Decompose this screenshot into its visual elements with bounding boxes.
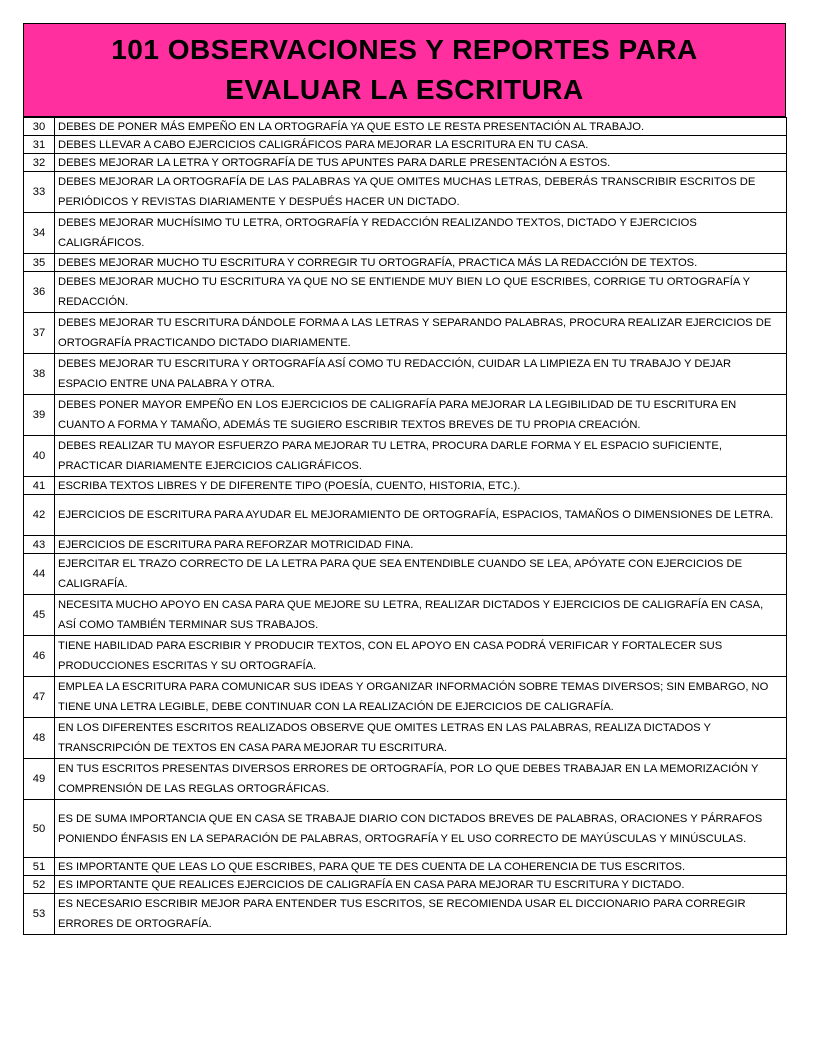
observation-text: DEBES MEJORAR TU ESCRITURA DÁNDOLE FORMA A LAS LETRAS Y SEPARANDO PALABRAS, PROCURA REALIZAR EJERCICIOS DE ORTOGRAFÍA PRACTICANDO DICTADO DIARIAMENTE. bbox=[55, 313, 787, 354]
row-number: 49 bbox=[24, 759, 55, 800]
observation-text: EJERCITAR EL TRAZO CORRECTO DE LA LETRA PARA QUE SEA ENTENDIBLE CUANDO SE LEA, APÓYATE CON EJERCICIOS DE CALIGRAFÍA. bbox=[55, 554, 787, 595]
row-number: 48 bbox=[24, 718, 55, 759]
table-row bbox=[24, 436, 787, 477]
table-row bbox=[24, 759, 787, 800]
table-row bbox=[24, 554, 787, 595]
row-number: 40 bbox=[24, 436, 55, 477]
observation-text: DEBES MEJORAR MUCHÍSIMO TU LETRA, ORTOGRAFÍA Y REDACCIÓN REALIZANDO TEXTOS, DICTADO Y EJERCICIOS CALIGRÁFICOS. bbox=[55, 213, 787, 254]
row-number: 34 bbox=[24, 213, 55, 254]
row-number: 39 bbox=[24, 395, 55, 436]
row-number: 36 bbox=[24, 272, 55, 313]
row-number: 38 bbox=[24, 354, 55, 395]
observations-table bbox=[23, 117, 787, 935]
row-number: 31 bbox=[24, 136, 55, 154]
observation-text: ES IMPORTANTE QUE REALICES EJERCICIOS DE CALIGRAFÍA EN CASA PARA MEJORAR TU ESCRITURA Y DICTADO. bbox=[55, 876, 787, 894]
table-row bbox=[24, 858, 787, 876]
table-row bbox=[24, 213, 787, 254]
observation-text: NECESITA MUCHO APOYO EN CASA PARA QUE MEJORE SU LETRA, REALIZAR DICTADOS Y EJERCICIOS DE CALIGRAFÍA EN CASA, ASÍ COMO TAMBIÉN TERMINAR SUS TRABAJOS. bbox=[55, 595, 787, 636]
row-number: 30 bbox=[24, 118, 55, 136]
table-row bbox=[24, 636, 787, 677]
observation-text: ES NECESARIO ESCRIBIR MEJOR PARA ENTENDER TUS ESCRITOS, SE RECOMIENDA USAR EL DICCIONARIO PARA CORREGIR ERRORES DE ORTOGRAFÍA. bbox=[55, 894, 787, 935]
table-row bbox=[24, 272, 787, 313]
row-number: 41 bbox=[24, 477, 55, 495]
row-number: 46 bbox=[24, 636, 55, 677]
table-row bbox=[24, 718, 787, 759]
row-number: 47 bbox=[24, 677, 55, 718]
title-line-2: EVALUAR LA ESCRITURA bbox=[225, 74, 584, 105]
table-row bbox=[24, 354, 787, 395]
observation-text: TIENE HABILIDAD PARA ESCRIBIR Y PRODUCIR TEXTOS, CON EL APOYO EN CASA PODRÁ VERIFICAR Y FORTALECER SUS PRODUCCIONES ESCRITAS Y SU ORTOGRAFÍA. bbox=[55, 636, 787, 677]
row-number: 44 bbox=[24, 554, 55, 595]
observation-text: EMPLEA LA ESCRITURA PARA COMUNICAR SUS IDEAS Y ORGANIZAR INFORMACIÓN SOBRE TEMAS DIVERSOS; SIN EMBARGO, NO TIENE UNA LETRA LEGIBLE, DEBE CONTINUAR CON LA REALIZACIÓN DE EJERCICIOS DE CALIGRAFÍA. bbox=[55, 677, 787, 718]
table-row bbox=[24, 172, 787, 213]
table-row bbox=[24, 677, 787, 718]
row-number: 45 bbox=[24, 595, 55, 636]
row-number: 52 bbox=[24, 876, 55, 894]
table-row bbox=[24, 595, 787, 636]
observation-text: EJERCICIOS DE ESCRITURA PARA REFORZAR MOTRICIDAD FINA. bbox=[55, 536, 787, 554]
observation-text: EN LOS DIFERENTES ESCRITOS REALIZADOS OBSERVE QUE OMITES LETRAS EN LAS PALABRAS, REALIZA DICTADOS Y TRANSCRIPCIÓN DE TEXTOS EN CASA PARA MEJORAR TU ESCRITURA. bbox=[55, 718, 787, 759]
table-row bbox=[24, 395, 787, 436]
observation-text: DEBES DE PONER MÁS EMPEÑO EN LA ORTOGRAFÍA YA QUE ESTO LE RESTA PRESENTACIÓN AL TRABAJO. bbox=[55, 118, 787, 136]
row-number: 33 bbox=[24, 172, 55, 213]
observation-text: DEBES MEJORAR LA ORTOGRAFÍA DE LAS PALABRAS YA QUE OMITES MUCHAS LETRAS, DEBERÁS TRANSCRIBIR ESCRITOS DE PERIÓDICOS Y REVISTAS DIARIAMENTE Y DESPUÉS HACER UN DICTADO. bbox=[55, 172, 787, 213]
table-row bbox=[24, 254, 787, 272]
observations-table-body bbox=[24, 118, 787, 935]
table-row bbox=[24, 800, 787, 858]
table-row bbox=[24, 495, 787, 536]
row-number: 42 bbox=[24, 495, 55, 536]
table-row bbox=[24, 313, 787, 354]
row-number: 43 bbox=[24, 536, 55, 554]
observation-text: ESCRIBA TEXTOS LIBRES Y DE DIFERENTE TIPO (POESÍA, CUENTO, HISTORIA, ETC.). bbox=[55, 477, 787, 495]
observation-text: DEBES MEJORAR LA LETRA Y ORTOGRAFÍA DE TUS APUNTES PARA DARLE PRESENTACIÓN A ESTOS. bbox=[55, 154, 787, 172]
observation-text: DEBES MEJORAR MUCHO TU ESCRITURA YA QUE NO SE ENTIENDE MUY BIEN LO QUE ESCRIBES, CORRIGE TU ORTOGRAFÍA Y REDACCIÓN. bbox=[55, 272, 787, 313]
table-row bbox=[24, 136, 787, 154]
observation-text: DEBES REALIZAR TU MAYOR ESFUERZO PARA MEJORAR TU LETRA, PROCURA DARLE FORMA Y EL ESPACIO SUFICIENTE, PRACTICAR DIARIAMENTE EJERCICIOS CALIGRÁFICOS. bbox=[55, 436, 787, 477]
title-banner bbox=[23, 23, 786, 117]
observation-text: DEBES LLEVAR A CABO EJERCICIOS CALIGRÁFICOS PARA MEJORAR LA ESCRITURA EN TU CASA. bbox=[55, 136, 787, 154]
row-number: 51 bbox=[24, 858, 55, 876]
table-row bbox=[24, 894, 787, 935]
table-row bbox=[24, 876, 787, 894]
table-row bbox=[24, 477, 787, 495]
observation-text: DEBES MEJORAR TU ESCRITURA Y ORTOGRAFÍA ASÍ COMO TU REDACCIÓN, CUIDAR LA LIMPIEZA EN TU TRABAJO Y DEJAR ESPACIO ENTRE UNA PALABRA Y OTRA. bbox=[55, 354, 787, 395]
row-number: 37 bbox=[24, 313, 55, 354]
row-number: 35 bbox=[24, 254, 55, 272]
row-number: 32 bbox=[24, 154, 55, 172]
table-row bbox=[24, 118, 787, 136]
observation-text: ES IMPORTANTE QUE LEAS LO QUE ESCRIBES, PARA QUE TE DES CUENTA DE LA COHERENCIA DE TUS ESCRITOS. bbox=[55, 858, 787, 876]
observation-text: EN TUS ESCRITOS PRESENTAS DIVERSOS ERRORES DE ORTOGRAFÍA, POR LO QUE DEBES TRABAJAR EN LA MEMORIZACIÓN Y COMPRENSIÓN DE LAS REGLAS ORTOGRÁFICAS. bbox=[55, 759, 787, 800]
observation-text: EJERCICIOS DE ESCRITURA PARA AYUDAR EL MEJORAMIENTO DE ORTOGRAFÍA, ESPACIOS, TAMAÑOS O DIMENSIONES DE LETRA. bbox=[55, 495, 787, 536]
worksheet bbox=[23, 23, 786, 935]
row-number: 50 bbox=[24, 800, 55, 858]
table-row bbox=[24, 536, 787, 554]
observation-text: ES DE SUMA IMPORTANCIA QUE EN CASA SE TRABAJE DIARIO CON DICTADOS BREVES DE PALABRAS, ORACIONES Y PÁRRAFOS PONIENDO ÉNFASIS EN LA SEPARACIÓN DE PALABRAS, ORTOGRAFÍA Y EL USO CORRECTO DE MAYÚSCULAS Y MINÚSCULAS. bbox=[55, 800, 787, 858]
observation-text: DEBES PONER MAYOR EMPEÑO EN LOS EJERCICIOS DE CALIGRAFÍA PARA MEJORAR LA LEGIBILIDAD DE TU ESCRITURA EN CUANTO A FORMA Y TAMAÑO, ADEMÁS TE SUGIERO ESCRIBIR TEXTOS BREVES DE TU PROPIA CREACIÓN. bbox=[55, 395, 787, 436]
table-row bbox=[24, 154, 787, 172]
title-line-1: 101 OBSERVACIONES Y REPORTES PARA bbox=[111, 34, 698, 65]
row-number: 53 bbox=[24, 894, 55, 935]
observation-text: DEBES MEJORAR MUCHO TU ESCRITURA Y CORREGIR TU ORTOGRAFÍA, PRACTICA MÁS LA REDACCIÓN DE TEXTOS. bbox=[55, 254, 787, 272]
